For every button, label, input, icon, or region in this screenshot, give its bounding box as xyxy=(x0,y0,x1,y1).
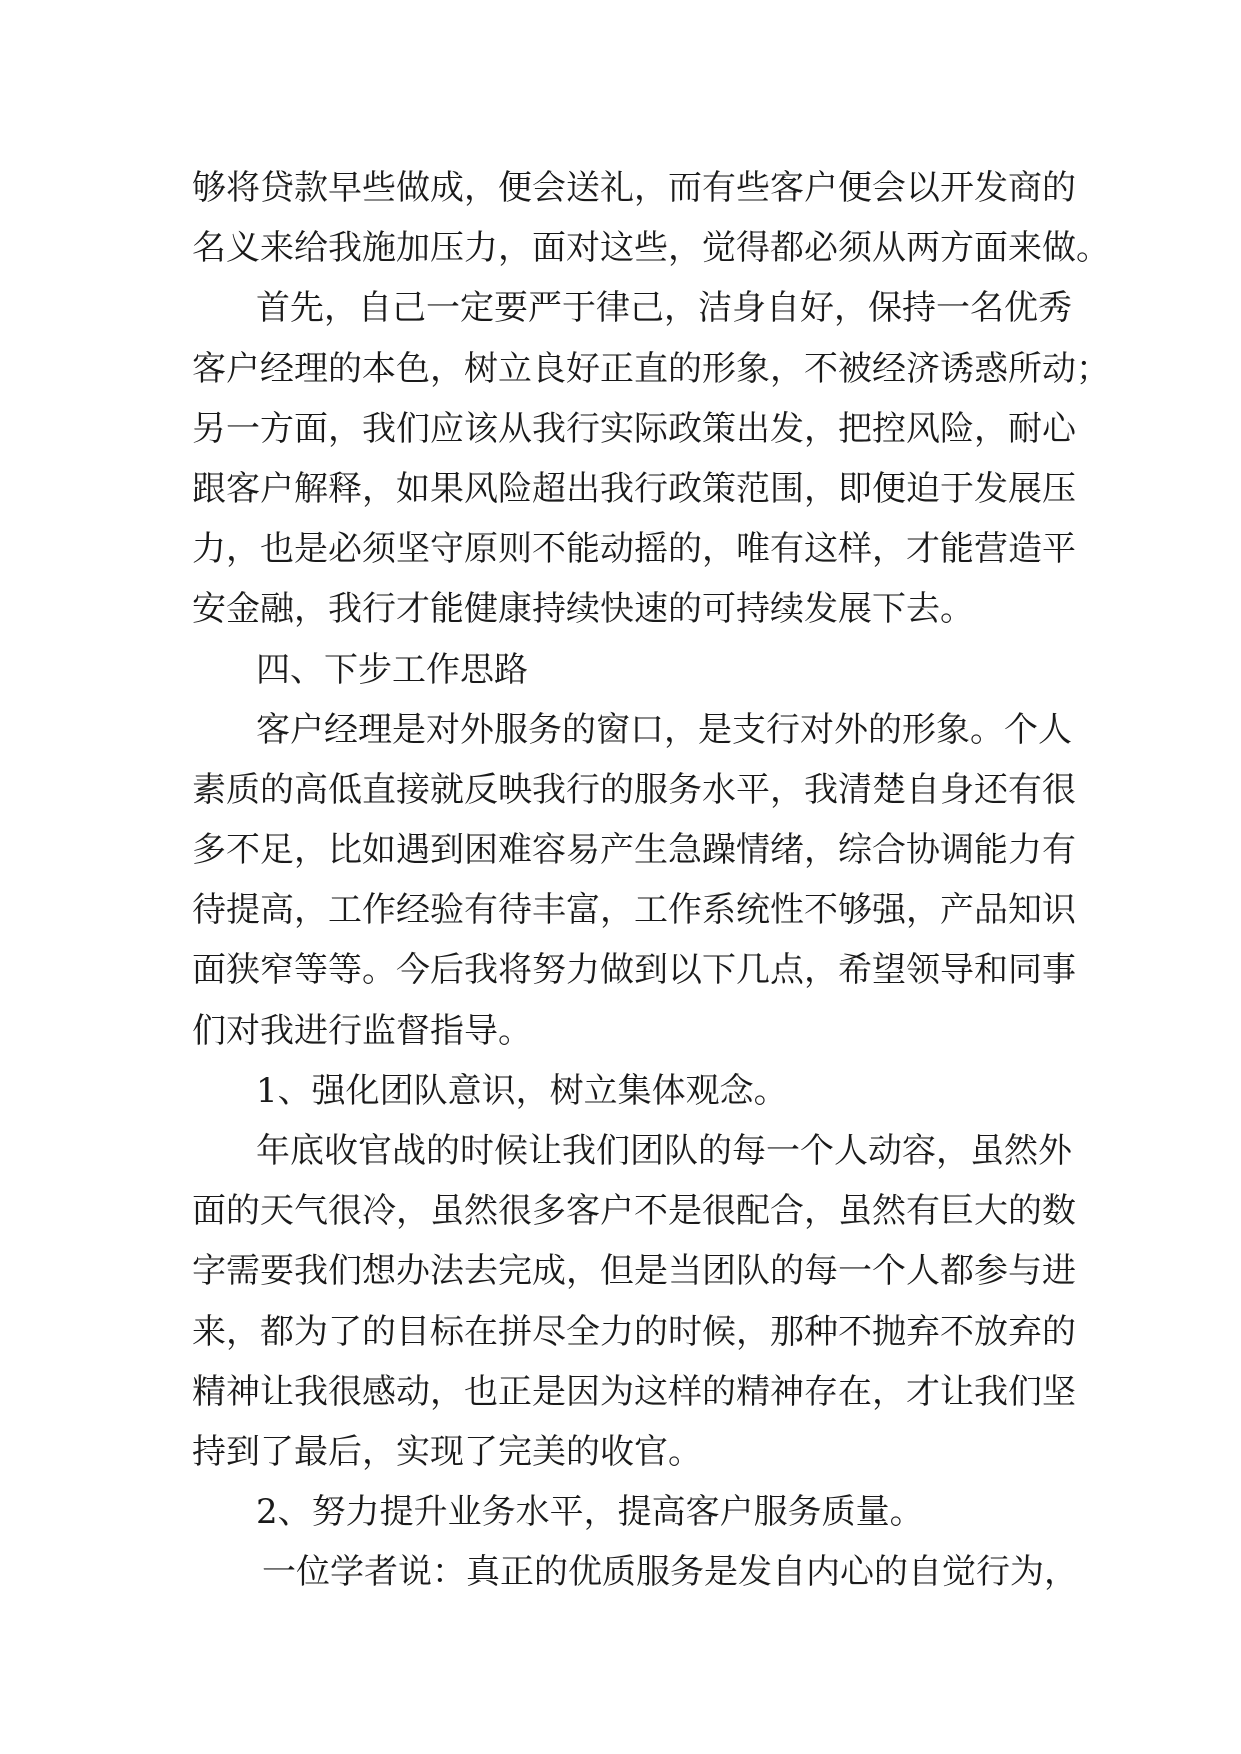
text-line: 们对我进行监督指导。 xyxy=(192,1010,532,1051)
text-line: 四、下步工作思路 xyxy=(256,649,528,690)
text-line: 2、努力提升业务水平，提高客户服务质量。 xyxy=(256,1492,924,1533)
text-line: 安金融，我行才能健康持续快速的可持续发展下去。 xyxy=(192,589,974,630)
text-line: 首先，自己一定要严于律己，洁身自好，保持一名优秀 xyxy=(256,288,1072,329)
text-line: 素质的高低直接就反映我行的服务水平，我清楚自身还有很 xyxy=(192,769,1076,810)
text-line: 一位学者说：真正的优质服务是发自内心的自觉行为， xyxy=(262,1552,1078,1593)
document-body xyxy=(192,158,1110,1603)
text-line: 持到了最后，实现了完美的收官。 xyxy=(192,1431,702,1472)
text-line: 面的天气很冷，虽然很多客户不是很配合，虽然有巨大的数 xyxy=(192,1191,1076,1232)
text-line: 名义来给我施加压力，面对这些，觉得都必须从两方面来做。 xyxy=(192,228,1110,269)
text-line: 够将贷款早些做成，便会送礼，而有些客户便会以开发商的 xyxy=(192,168,1076,208)
text-line: 来，都为了的目标在拼尽全力的时候，那种不抛弃不放弃的 xyxy=(192,1311,1076,1352)
text-line: 多不足，比如遇到困难容易产生急躁情绪，综合协调能力有 xyxy=(192,830,1076,871)
text-line: 面狭窄等等。今后我将努力做到以下几点，希望领导和同事 xyxy=(192,950,1076,991)
text-line: 字需要我们想办法去完成，但是当团队的每一个人都参与进 xyxy=(192,1251,1076,1292)
text-line: 客户经理的本色，树立良好正直的形象，不被经济诱惑所动； xyxy=(192,348,1110,389)
text-line: 另一方面，我们应该从我行实际政策出发，把控风险，耐心 xyxy=(192,408,1076,449)
text-line: 客户经理是对外服务的窗口，是支行对外的形象。个人 xyxy=(256,709,1072,750)
text-line: 跟客户解释，如果风险超出我行政策范围，即便迫于发展压 xyxy=(192,468,1076,509)
text-line: 精神让我很感动，也正是因为这样的精神存在，才让我们坚 xyxy=(192,1371,1076,1412)
text-line: 年底收官战的时候让我们团队的每一个人动容，虽然外 xyxy=(256,1131,1072,1171)
text-line: 1、强化团队意识，树立集体观念。 xyxy=(256,1070,788,1111)
text-line: 待提高，工作经验有待丰富，工作系统性不够强，产品知识 xyxy=(192,890,1076,931)
text-line: 力，也是必须坚守原则不能动摇的，唯有这样，才能营造平 xyxy=(192,529,1076,570)
